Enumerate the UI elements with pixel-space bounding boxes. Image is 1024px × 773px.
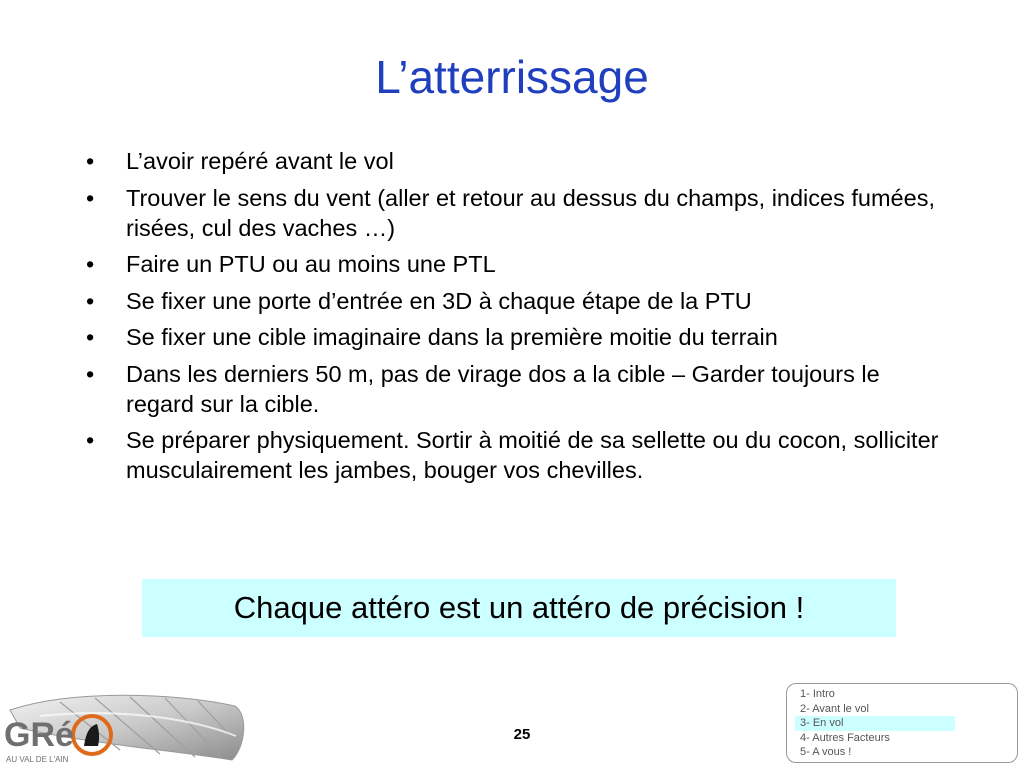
bullet-icon: • xyxy=(86,184,95,211)
nav-item-intro[interactable]: 1- Intro xyxy=(800,688,835,700)
nav-item-autres-facteurs[interactable]: 4- Autres Facteurs xyxy=(800,731,890,744)
page-number: 25 xyxy=(513,726,531,743)
bullet-text: Se fixer une cible imaginaire dans la première moitie du terrain xyxy=(126,324,778,350)
bullet-icon: • xyxy=(86,324,95,350)
bullet-item xyxy=(84,425,944,485)
section-nav xyxy=(786,683,1018,763)
bullet-text: Faire un PTU ou au moins une PTL xyxy=(126,251,496,277)
nav-item-a-vous[interactable]: 5- A vous ! xyxy=(800,746,852,758)
bullet-item xyxy=(84,249,944,279)
logo-text: GRé xyxy=(4,716,74,754)
callout-box: Chaque attéro est un attéro de précision ! xyxy=(142,579,896,637)
bullet-icon: • xyxy=(86,427,95,453)
bullet-list xyxy=(84,146,944,492)
wing-icon xyxy=(0,688,250,768)
nav-item-en-vol[interactable]: 3- En vol xyxy=(795,716,955,731)
bullet-item xyxy=(84,183,944,243)
logo-tagline: AU VAL DE L'AIN xyxy=(6,755,69,764)
nav-item-avant-le-vol[interactable]: 2- Avant le vol xyxy=(800,702,869,715)
bullet-icon: • xyxy=(86,287,95,314)
bullet-text: Se préparer physiquement. Sortir à moitié de sa sellette ou du cocon, solliciter musculairement les jambes, bouger vos chevilles. xyxy=(126,427,939,483)
club-logo xyxy=(0,688,250,768)
bullet-text: Trouver le sens du vent (aller et retour au dessus du champs, indices fumées, risées, cul des vaches …) xyxy=(126,184,935,241)
bullet-icon: • xyxy=(86,360,95,387)
slide-title: L’atterrissage xyxy=(375,51,649,103)
bullet-icon: • xyxy=(86,251,95,277)
bullet-item xyxy=(84,359,944,419)
bullet-item xyxy=(84,146,944,176)
bullet-text: Se fixer une porte d’entrée en 3D à chaque étape de la PTU xyxy=(126,287,752,314)
bullet-item xyxy=(84,286,944,316)
bullet-item xyxy=(84,322,944,352)
bullet-text: Dans les derniers 50 m, pas de virage dos a la cible – Garder toujours le regard sur la cible. xyxy=(126,360,880,417)
bullet-icon: • xyxy=(86,148,95,174)
bullet-text: L’avoir repéré avant le vol xyxy=(126,148,394,174)
